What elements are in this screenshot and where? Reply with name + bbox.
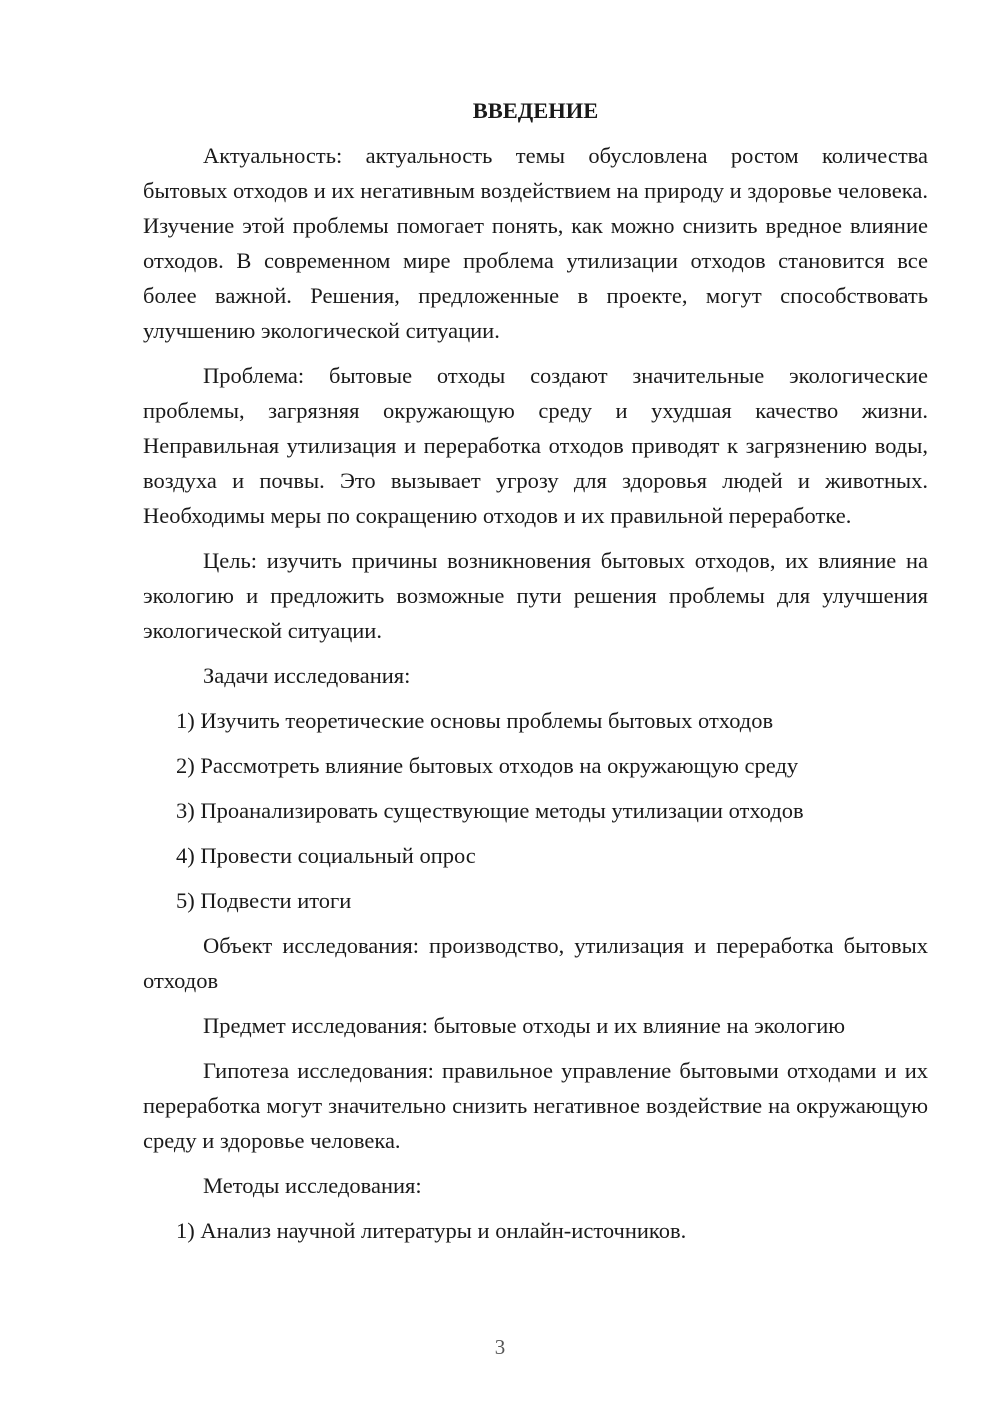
methods-heading: Методы исследования: <box>203 1173 422 1198</box>
task-item: 2) Рассмотреть влияние бытовых отходов на окружающую среду <box>176 753 799 778</box>
tasks-heading: Задачи исследования: <box>203 663 411 688</box>
methods-list <box>143 1213 928 1248</box>
relevance-paragraph: Актуальность: актуальность темы обусловлена ростом количества бытовых отходов и их негативным воздействием на природу и здоровье человека. Изучение этой проблемы помогает понять, как можно снизить вредное влияние отходов. В современном мире проблема утилизации отходов становится все более важной. Решения, предложенные в проекте, могут способствовать улучшению экологической ситуации. <box>143 143 928 343</box>
page-content <box>143 96 928 1258</box>
task-item: 5) Подвести итоги <box>176 888 352 913</box>
hypothesis-paragraph: Гипотеза исследования: правильное управление бытовыми отходами и их переработка могут значительно снизить негативное воздействие на окружающую среду и здоровье человека. <box>143 1058 928 1153</box>
tasks-list <box>143 703 928 918</box>
goal-paragraph: Цель: изучить причины возникновения бытовых отходов, их влияние на экологию и предложить возможные пути решения проблемы для улучшения экологической ситуации. <box>143 548 928 643</box>
task-item: 4) Провести социальный опрос <box>176 843 476 868</box>
problem-paragraph: Проблема: бытовые отходы создают значительные экологические проблемы, загрязняя окружающую среду и ухудшая качество жизни. Неправильная утилизация и переработка отходов приводят к загрязнению воды, воздуха и почвы. Это вызывает угрозу для здоровья людей и животных. Необходимы меры по сокращению отходов и их правильной переработке. <box>143 363 928 528</box>
section-title: ВВЕДЕНИЕ <box>472 98 599 123</box>
page-number: 3 <box>494 1335 506 1359</box>
subject-paragraph: Предмет исследования: бытовые отходы и их влияние на экологию <box>203 1013 846 1038</box>
method-item: 1) Анализ научной литературы и онлайн-источников. <box>176 1218 687 1243</box>
task-item: 3) Проанализировать существующие методы утилизации отходов <box>176 798 804 823</box>
object-paragraph: Объект исследования: производство, утилизация и переработка бытовых отходов <box>143 933 928 993</box>
task-item: 1) Изучить теоретические основы проблемы бытовых отходов <box>176 708 774 733</box>
